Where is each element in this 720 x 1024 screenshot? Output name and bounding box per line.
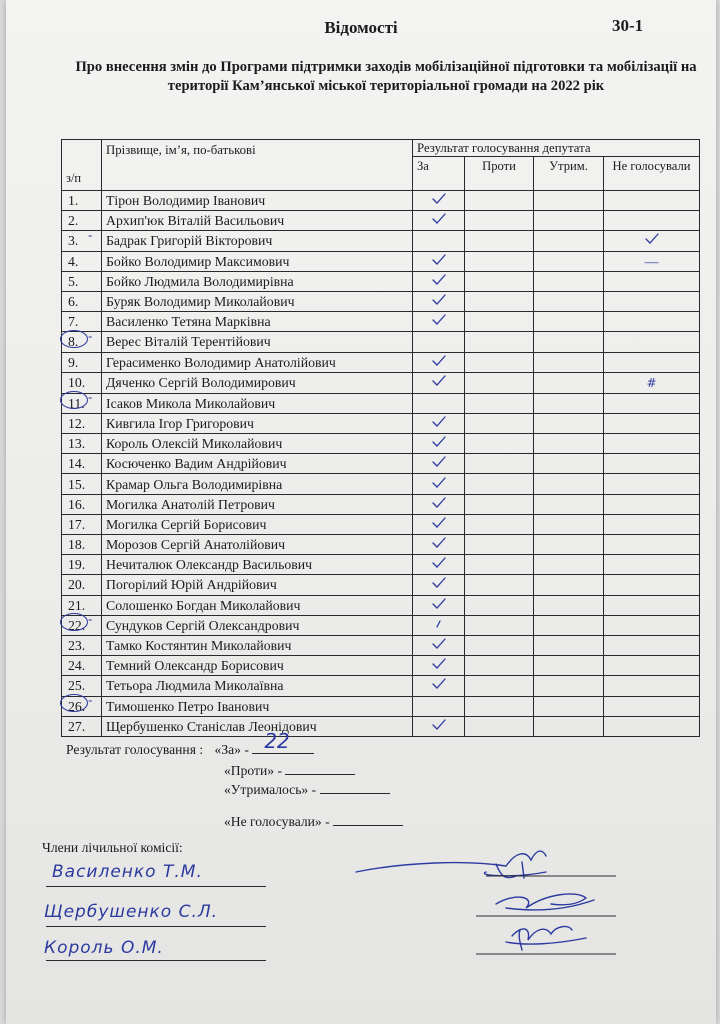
vote-cell-not-voted	[604, 291, 700, 311]
vote-cell-not-voted	[604, 332, 700, 352]
vote-cell-abstain	[534, 393, 604, 413]
table-row	[62, 211, 700, 231]
vote-cell-against	[465, 635, 534, 655]
table-row	[62, 635, 700, 655]
table-row	[62, 291, 700, 311]
row-name: Крамар Ольга Володимирівна	[102, 474, 413, 494]
vote-cell-against	[465, 211, 534, 231]
vote-cell-not-voted	[604, 231, 700, 251]
vote-cell-against	[465, 595, 534, 615]
vote-cell-against	[465, 271, 534, 291]
check-mark-icon	[431, 456, 447, 468]
row-number: 13.	[62, 434, 102, 454]
voting-table	[61, 139, 700, 737]
vote-cell-abstain	[534, 716, 604, 736]
table-row	[62, 393, 700, 413]
check-mark-icon	[431, 193, 447, 205]
vote-cell-not-voted	[604, 595, 700, 615]
vote-cell-not-voted	[604, 211, 700, 231]
vote-cell-for	[413, 251, 465, 271]
row-number: 27.	[62, 716, 102, 736]
vote-cell-abstain	[534, 251, 604, 271]
summary-for-blank	[252, 729, 314, 754]
vote-cell-against	[465, 474, 534, 494]
vote-cell-for	[413, 575, 465, 595]
summary-abstain-label: «Утрималось» -	[224, 782, 317, 797]
vote-cell-abstain	[534, 211, 604, 231]
summary-label: Результат голосування :	[66, 742, 204, 757]
table-row	[62, 716, 700, 736]
vote-cell-not-voted	[604, 514, 700, 534]
check-mark-icon	[431, 557, 447, 569]
table-row	[62, 474, 700, 494]
vote-cell-for	[413, 656, 465, 676]
summary-for-value: 22	[264, 729, 290, 753]
header-for: За	[413, 157, 465, 191]
hash-mark-icon: #	[646, 375, 657, 390]
header-abstain: Утрим.	[534, 157, 604, 191]
check-mark-icon	[431, 314, 447, 326]
header-number: з/п	[62, 140, 102, 191]
vote-cell-against	[465, 372, 534, 393]
row-number: 18.	[62, 535, 102, 555]
vote-cell-against	[465, 514, 534, 534]
vote-cell-abstain	[534, 656, 604, 676]
vote-cell-for	[413, 514, 465, 534]
vote-cell-against	[465, 251, 534, 271]
row-name: Герасименко Володимир Анатолійович	[102, 352, 413, 372]
table-row	[62, 251, 700, 271]
vote-cell-against	[465, 575, 534, 595]
table-row	[62, 656, 700, 676]
vote-cell-against	[465, 454, 534, 474]
commission-member-3: Король О.М.	[44, 938, 164, 958]
vote-cell-for	[413, 615, 465, 635]
check-mark-icon	[431, 416, 447, 428]
vote-cell-abstain	[534, 535, 604, 555]
vote-cell-for	[413, 312, 465, 332]
vote-cell-against	[465, 434, 534, 454]
vote-cell-against	[465, 676, 534, 696]
row-number: 23.	[62, 635, 102, 655]
dash-mark-icon: -	[88, 692, 93, 707]
vote-cell-not-voted	[604, 251, 700, 271]
signature-1	[356, 851, 546, 872]
summary-line-against	[224, 762, 355, 779]
row-name: Король Олексій Миколайович	[102, 434, 413, 454]
table-row	[62, 595, 700, 615]
row-name: Морозов Сергій Анатолійович	[102, 535, 413, 555]
row-number: 2.	[62, 211, 102, 231]
voting-table-body	[62, 191, 700, 737]
commission-line-1	[46, 886, 266, 887]
row-name: Бойко Людмила Володимирівна	[102, 271, 413, 291]
table-row	[62, 555, 700, 575]
row-name: Тамко Костянтин Миколайович	[102, 635, 413, 655]
table-row	[62, 575, 700, 595]
row-name: Кивгила Ігор Григорович	[102, 413, 413, 433]
check-mark-icon	[431, 355, 447, 367]
check-mark-icon	[431, 537, 447, 549]
row-name: Ісаков Микола Миколайович	[102, 393, 413, 413]
vote-cell-against	[465, 332, 534, 352]
vote-cell-abstain	[534, 231, 604, 251]
summary-against-blank	[285, 762, 355, 775]
check-mark-icon	[431, 274, 447, 286]
row-name: Нечиталюк Олександр Васильович	[102, 555, 413, 575]
table-row	[62, 352, 700, 372]
document-title: Відомості	[324, 18, 398, 37]
vote-cell-against	[465, 555, 534, 575]
row-name: Бойко Володимир Максимович	[102, 251, 413, 271]
summary-line-not-voted	[224, 813, 403, 830]
row-name: Тимошенко Петро Іванович	[102, 696, 413, 716]
row-number: 5.	[62, 271, 102, 291]
vote-cell-not-voted	[604, 271, 700, 291]
check-mark-icon	[431, 678, 447, 690]
vote-cell-for	[413, 434, 465, 454]
check-mark-icon	[431, 638, 447, 650]
vote-cell-against	[465, 615, 534, 635]
row-name: Бадрак Григорій Вікторович	[102, 231, 413, 251]
vote-cell-not-voted	[604, 434, 700, 454]
vote-cell-abstain	[534, 615, 604, 635]
table-row	[62, 434, 700, 454]
commission-member-1: Василенко Т.М.	[52, 862, 203, 882]
check-mark-icon	[431, 436, 447, 448]
vote-cell-abstain	[534, 312, 604, 332]
row-number: 17.	[62, 514, 102, 534]
vote-cell-for	[413, 332, 465, 352]
row-number: 6.	[62, 291, 102, 311]
row-number: 4.	[62, 251, 102, 271]
row-number: 8.	[62, 332, 102, 352]
summary-line-for	[66, 729, 314, 758]
vote-cell-abstain	[534, 676, 604, 696]
table-row	[62, 615, 700, 635]
row-number: 15.	[62, 474, 102, 494]
commission-line-3	[46, 960, 266, 961]
vote-cell-for	[413, 271, 465, 291]
vote-cell-for	[413, 635, 465, 655]
vote-cell-abstain	[534, 271, 604, 291]
commission-member-2: Щербушенко С.Л.	[44, 902, 219, 922]
table-row	[62, 372, 700, 393]
summary-not-voted-blank	[333, 813, 403, 826]
row-name: Погорілий Юрій Андрійович	[102, 575, 413, 595]
check-mark-icon	[431, 254, 447, 266]
vote-cell-abstain	[534, 514, 604, 534]
vote-cell-abstain	[534, 635, 604, 655]
vote-cell-not-voted	[604, 413, 700, 433]
vote-cell-not-voted	[604, 352, 700, 372]
row-name: Василенко Тетяна Марківна	[102, 312, 413, 332]
check-mark-icon	[431, 375, 447, 387]
vote-cell-not-voted	[604, 656, 700, 676]
vote-cell-not-voted	[604, 635, 700, 655]
commission-label: Члени лічильної комісії:	[42, 840, 183, 855]
header-against: Проти	[465, 157, 534, 191]
vote-cell-abstain	[534, 372, 604, 393]
vote-cell-not-voted	[604, 393, 700, 413]
check-mark-icon	[431, 294, 447, 306]
circle-mark-icon	[60, 694, 88, 712]
row-number: 10.	[62, 372, 102, 393]
header-result: Результат голосування депутата	[413, 140, 700, 157]
vote-cell-not-voted	[604, 454, 700, 474]
row-number: 24.	[62, 656, 102, 676]
vote-cell-for	[413, 535, 465, 555]
row-number: 16.	[62, 494, 102, 514]
document-subject: Про внесення змін до Програми підтримки заходів мобілізаційної підготовки та мобілізації на території Кам’янської міської територіальної громади на 2022 рік	[75, 59, 697, 94]
summary-against-label: «Проти» -	[224, 763, 282, 778]
summary-line-abstain	[224, 781, 390, 798]
vote-cell-for	[413, 393, 465, 413]
signature-2	[496, 894, 594, 910]
circle-mark-icon	[60, 391, 88, 409]
row-number: 7.	[62, 312, 102, 332]
vote-cell-against	[465, 231, 534, 251]
vote-cell-abstain	[534, 191, 604, 211]
row-number: 3.	[62, 231, 102, 251]
vote-cell-not-voted	[604, 372, 700, 393]
vote-cell-for	[413, 494, 465, 514]
vote-cell-not-voted	[604, 676, 700, 696]
row-name: Буряк Володимир Миколайович	[102, 291, 413, 311]
vote-cell-not-voted	[604, 535, 700, 555]
dash-mark-icon: -	[88, 328, 93, 344]
table-row	[62, 231, 700, 251]
signature-3	[506, 927, 586, 950]
row-name: Солошенко Богдан Миколайович	[102, 595, 413, 615]
check-mark-icon	[431, 213, 447, 225]
vote-cell-abstain	[534, 352, 604, 372]
row-number: 14.	[62, 454, 102, 474]
vote-cell-not-voted	[604, 494, 700, 514]
vote-cell-abstain	[534, 575, 604, 595]
row-name: Могилка Сергій Борисович	[102, 514, 413, 534]
vote-cell-abstain	[534, 332, 604, 352]
table-row	[62, 676, 700, 696]
table-row	[62, 696, 700, 716]
row-number: 19.	[62, 555, 102, 575]
vote-cell-for	[413, 291, 465, 311]
vote-cell-against	[465, 716, 534, 736]
vote-cell-abstain	[534, 413, 604, 433]
dash-mark-icon: -	[88, 227, 93, 243]
dash-mark-icon: -	[88, 611, 93, 627]
vote-cell-abstain	[534, 494, 604, 514]
table-row	[62, 413, 700, 433]
vote-cell-abstain	[534, 474, 604, 494]
vote-cell-for	[413, 676, 465, 696]
row-number: 21.	[62, 595, 102, 615]
vote-cell-not-voted	[604, 615, 700, 635]
check-mark-icon	[431, 658, 447, 670]
vote-cell-against	[465, 291, 534, 311]
table-row	[62, 191, 700, 211]
row-name: Тірон Володимир Іванович	[102, 191, 413, 211]
vote-cell-against	[465, 535, 534, 555]
table-row	[62, 454, 700, 474]
check-mark-icon	[431, 618, 447, 630]
vote-cell-for	[413, 413, 465, 433]
vote-cell-for	[413, 696, 465, 716]
row-name: Темний Олександр Борисович	[102, 656, 413, 676]
check-mark-icon	[431, 497, 447, 509]
table-row	[62, 312, 700, 332]
vote-cell-against	[465, 656, 534, 676]
check-mark-icon	[431, 598, 447, 610]
vote-cell-against	[465, 312, 534, 332]
vote-cell-abstain	[534, 291, 604, 311]
row-number: 20.	[62, 575, 102, 595]
vote-cell-not-voted	[604, 474, 700, 494]
vote-cell-for	[413, 595, 465, 615]
summary-for-label: «За» -	[214, 742, 249, 757]
vote-cell-against	[465, 352, 534, 372]
row-number: 11.	[62, 393, 102, 413]
vote-cell-against	[465, 393, 534, 413]
vote-cell-for	[413, 372, 465, 393]
vote-cell-not-voted	[604, 575, 700, 595]
check-mark-icon	[431, 719, 447, 731]
vote-cell-for	[413, 716, 465, 736]
row-name: Могилка Анатолій Петрович	[102, 494, 413, 514]
vote-cell-for	[413, 231, 465, 251]
vote-cell-abstain	[534, 555, 604, 575]
row-name: Щербушенко Станіслав Леонідович	[102, 716, 413, 736]
row-name: Верес Віталій Терентійович	[102, 332, 413, 352]
row-number: 9.	[62, 352, 102, 372]
vote-cell-abstain	[534, 595, 604, 615]
row-number: 12.	[62, 413, 102, 433]
vote-cell-for	[413, 211, 465, 231]
table-row	[62, 332, 700, 352]
summary-abstain-blank	[320, 781, 390, 794]
summary-not-voted-label: «Не голосували» -	[224, 814, 330, 829]
dash-mark-icon: -	[88, 389, 93, 404]
vote-cell-against	[465, 191, 534, 211]
row-number: 22.	[62, 615, 102, 635]
vote-cell-against	[465, 413, 534, 433]
vote-cell-against	[465, 696, 534, 716]
vote-cell-abstain	[534, 696, 604, 716]
table-row	[62, 514, 700, 534]
table-row	[62, 494, 700, 514]
check-mark-icon	[644, 233, 660, 245]
row-name: Архип'юк Віталій Васильович	[102, 211, 413, 231]
header-not-voted: Не голосували	[604, 157, 700, 191]
document-page	[6, 0, 716, 1024]
vote-cell-abstain	[534, 454, 604, 474]
vote-cell-not-voted	[604, 696, 700, 716]
row-number: 1.	[62, 191, 102, 211]
vote-cell-not-voted	[604, 555, 700, 575]
vote-cell-for	[413, 352, 465, 372]
table-row	[62, 535, 700, 555]
table-row	[62, 271, 700, 291]
header-name: Прізвище, ім’я, по-батькові	[102, 140, 413, 191]
vote-cell-not-voted	[604, 716, 700, 736]
check-mark-icon	[431, 477, 447, 489]
row-name: Косюченко Вадим Андрійович	[102, 454, 413, 474]
vote-cell-abstain	[534, 434, 604, 454]
document-number: 30-1	[612, 16, 644, 35]
vote-cell-not-voted	[604, 191, 700, 211]
row-number: 26.	[62, 696, 102, 716]
signatures	[346, 842, 626, 972]
vote-cell-for	[413, 191, 465, 211]
check-mark-icon	[431, 577, 447, 589]
row-name: Дяченко Сергій Володимирович	[102, 372, 413, 393]
vote-cell-for	[413, 555, 465, 575]
row-number: 25.	[62, 676, 102, 696]
vote-cell-for	[413, 474, 465, 494]
vote-cell-against	[465, 494, 534, 514]
dash-mark-icon: —	[644, 253, 659, 269]
row-name: Сундуков Сергій Олександрович	[102, 615, 413, 635]
vote-cell-not-voted	[604, 312, 700, 332]
check-mark-icon	[431, 517, 447, 529]
vote-cell-for	[413, 454, 465, 474]
commission-line-2	[46, 926, 266, 927]
row-name: Тетьора Людмила Миколаївна	[102, 676, 413, 696]
